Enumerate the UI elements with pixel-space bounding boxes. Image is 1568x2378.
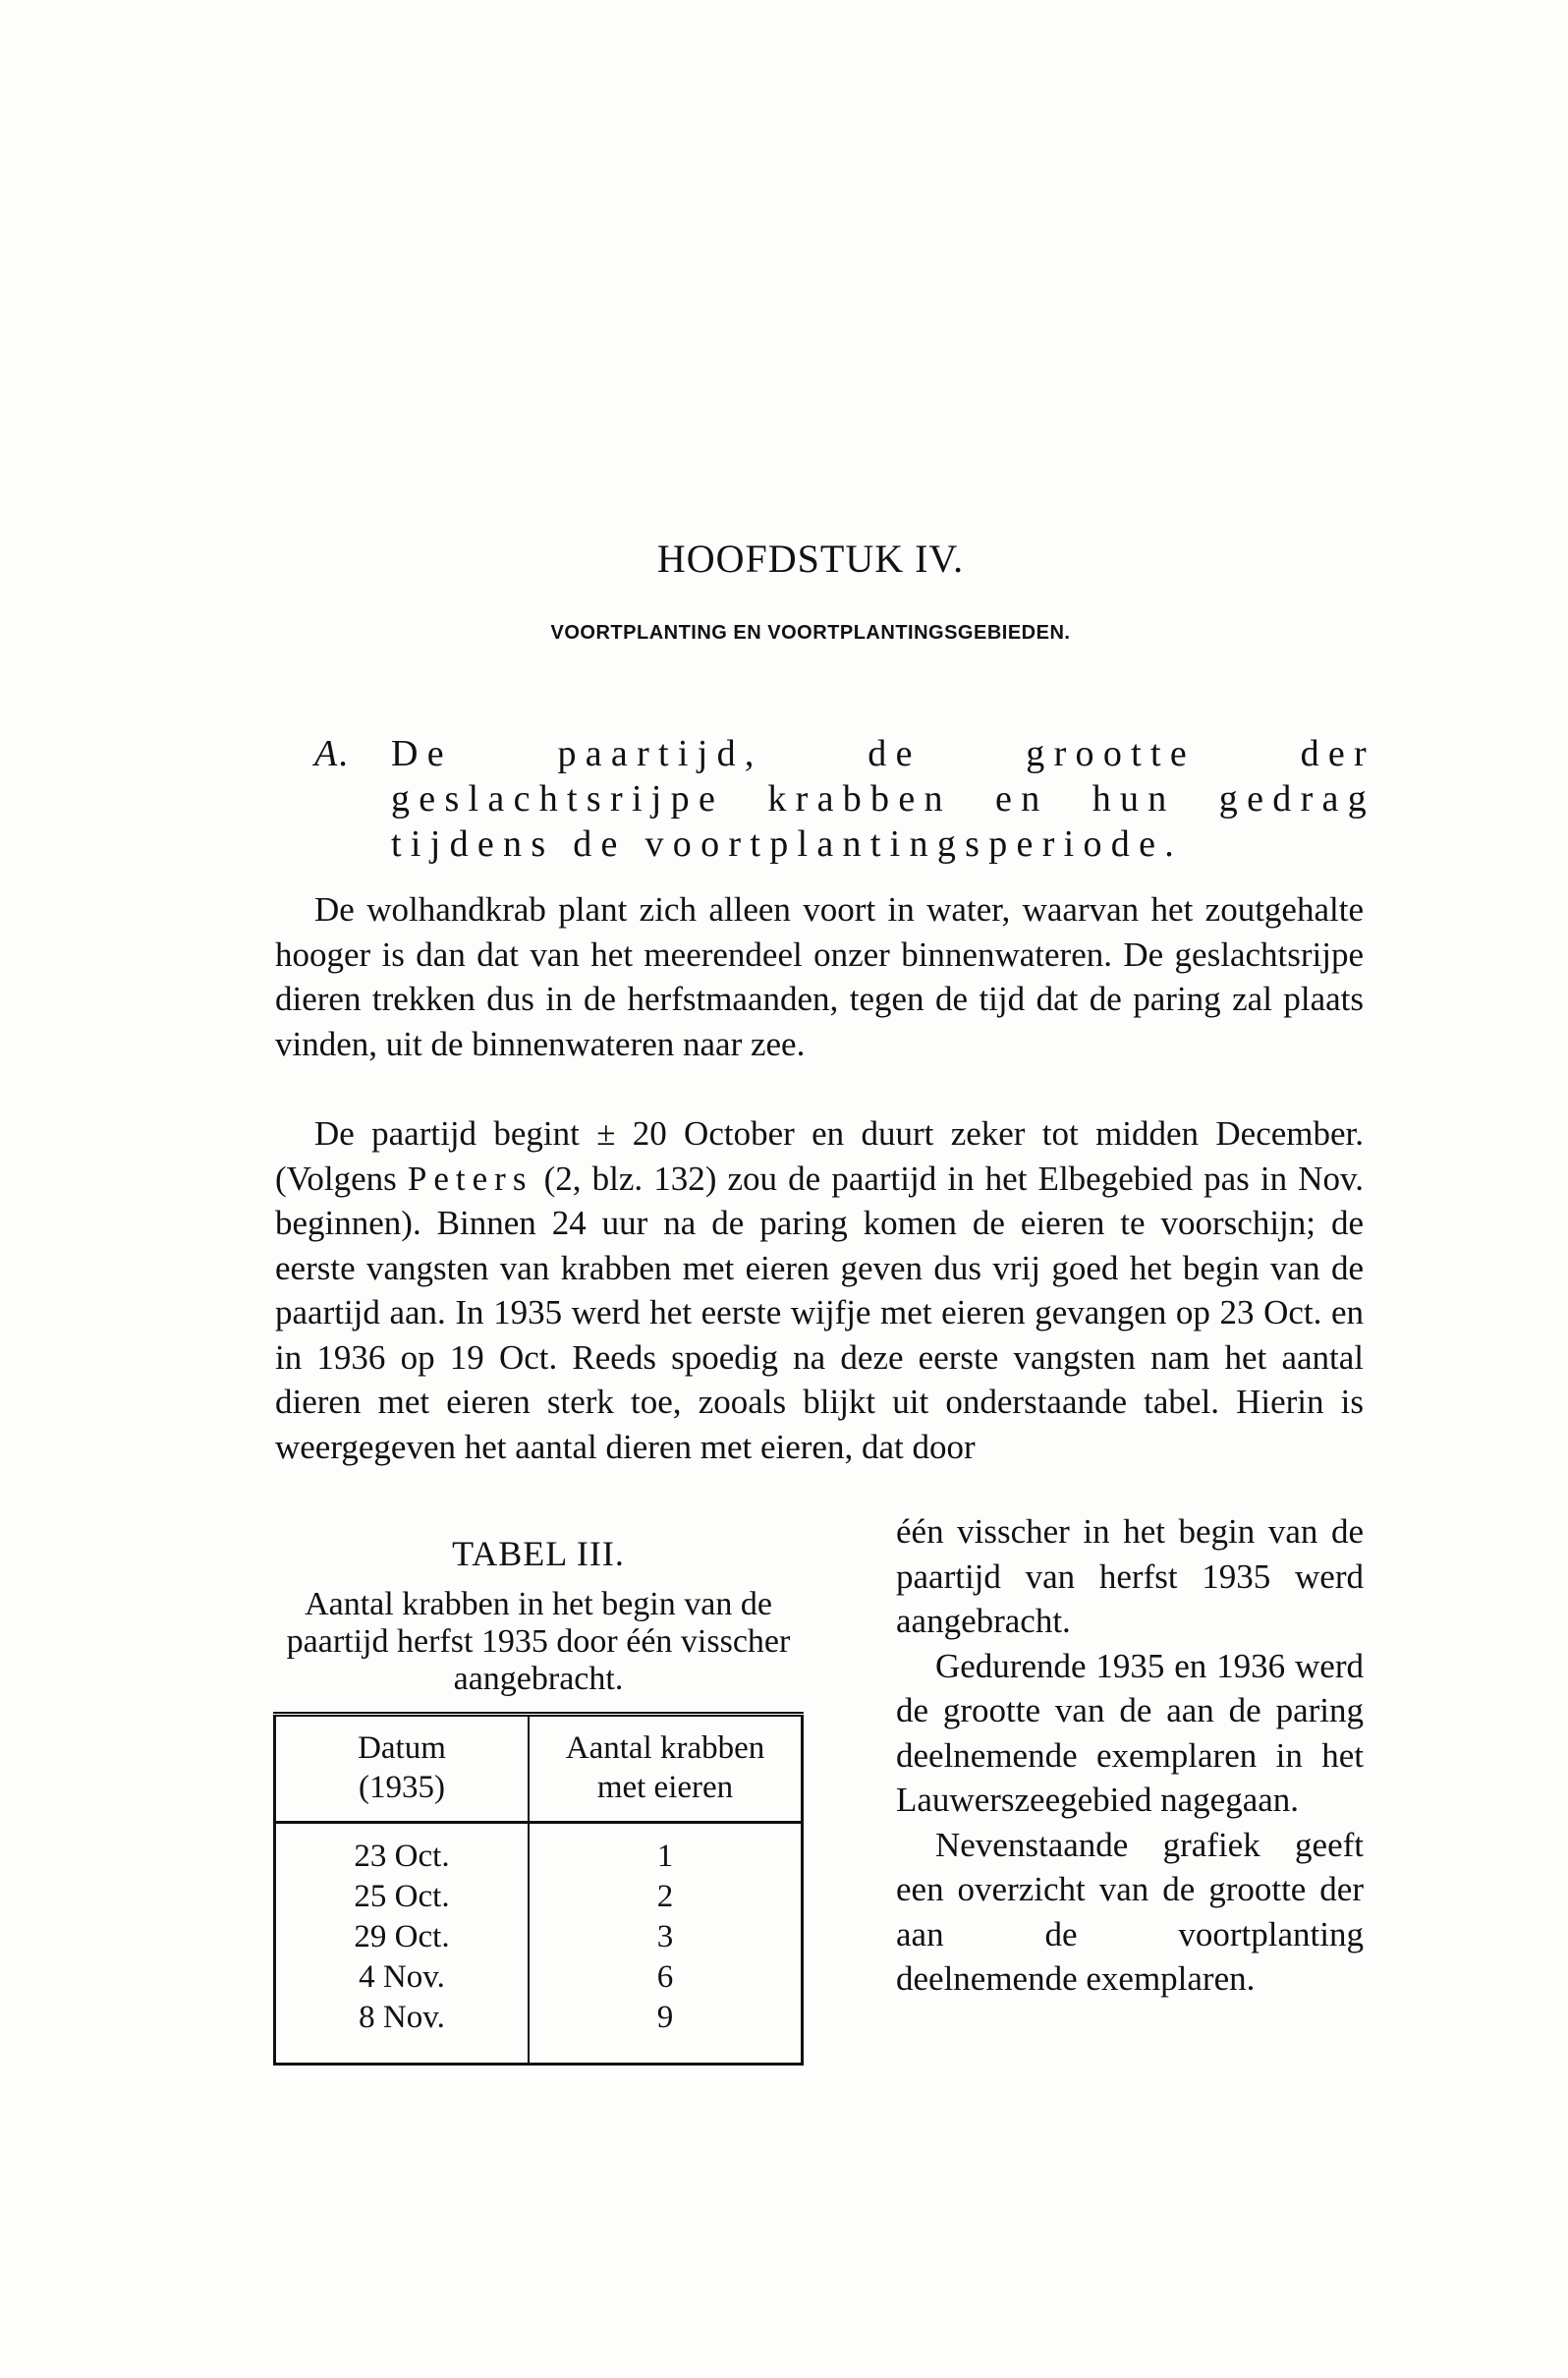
row-count: 3 (656, 1919, 674, 1954)
table-title: TABEL III. (452, 1534, 625, 1573)
row-date: 25 Oct. (275, 1877, 530, 1917)
author-name: Peters (407, 1159, 533, 1198)
paragraph-3: Gedurende 1935 en 1936 werd de grootte van de aan de paring deelnemende exemplaren in het Lauwerszeegebied nagegaan. (896, 1646, 1364, 1819)
section-heading (314, 731, 1375, 867)
header-aantal: Aantal krabben met eieren (529, 1715, 803, 1823)
section-letter: A. (314, 733, 351, 774)
table-row (275, 1917, 803, 1957)
table-header-row (275, 1715, 803, 1823)
row-date: 29 Oct. (275, 1917, 530, 1957)
header-datum: Datum (1935) (275, 1715, 530, 1823)
paragraph-2-continued: één visscher in het begin van de paartijd van herfst 1935 werd aangebracht. (896, 1512, 1364, 1640)
chapter-title: HOOFDSTUK IV. (656, 537, 965, 581)
table-row (275, 1957, 803, 1998)
paragraph-2-text-b: (2, blz. 132) zou de paartijd in het Elbegebied pas in Nov. beginnen). Binnen 24 uur na de paring komen de eieren te voorschijn; de eerste vangsten van krabben met eieren geven dus vrij goed het begin van de paartijd aan. In 1935 werd het eerste wijfje met eieren gevangen op 23 Oct. en in 1936 op 19 Oct. Reeds spoedig na deze eerste vangsten nam het aantal dieren met eieren sterk toe, zooals blijkt uit onderstaande tabel. Hierin is weergegeven het aantal dieren met eieren, dat door (275, 1159, 1364, 1466)
paragraph-1 (275, 887, 1364, 1066)
row-date: 8 Nov. (275, 1998, 530, 2065)
paragraph-4: Nevenstaande grafiek geeft een overzicht van de grootte der aan de voortplanting deelnemende exemplaren. (896, 1825, 1364, 1998)
section-heading-text: De paartijd, de grootte der geslachtsrijpe krabben en hun gedrag tijdens de voortplantingsperiode. (391, 733, 1375, 865)
paragraph-2 (275, 1111, 1364, 1469)
paragraph-1-text: De wolhandkrab plant zich alleen voort in water, waarvan het zoutgehalte hooger is dan dat van het meerendeel onzer binnenwateren. De geslachtsrijpe dieren trekken dus in de herfstmaanden, tegen de tijd dat de paring zal plaats vinden, uit de binnenwateren naar zee. (275, 890, 1364, 1063)
table-block (273, 1533, 804, 2066)
row-count: 1 (656, 1839, 674, 1874)
data-table (273, 1712, 804, 2066)
table-row (275, 1877, 803, 1917)
row-count: 2 (656, 1879, 674, 1914)
row-count: 6 (656, 1959, 674, 1995)
table-row (275, 1998, 803, 2065)
row-date: 4 Nov. (275, 1957, 530, 1998)
chapter-subtitle: VOORTPLANTING EN VOORTPLANTINGSGEBIEDEN. (550, 622, 1071, 644)
paragraph-2-text-a: De paartijd begint ± 20 October en duurt zeker tot midden December. (Volgens (275, 1114, 1364, 1198)
side-column (896, 1509, 1364, 2002)
row-date: 23 Oct. (275, 1823, 530, 1878)
row-count: 9 (656, 2000, 674, 2035)
table-row (275, 1823, 803, 1878)
table-caption: Aantal krabben in het begin van de paartijd herfst 1935 door één visscher aangebracht. (286, 1586, 791, 1697)
